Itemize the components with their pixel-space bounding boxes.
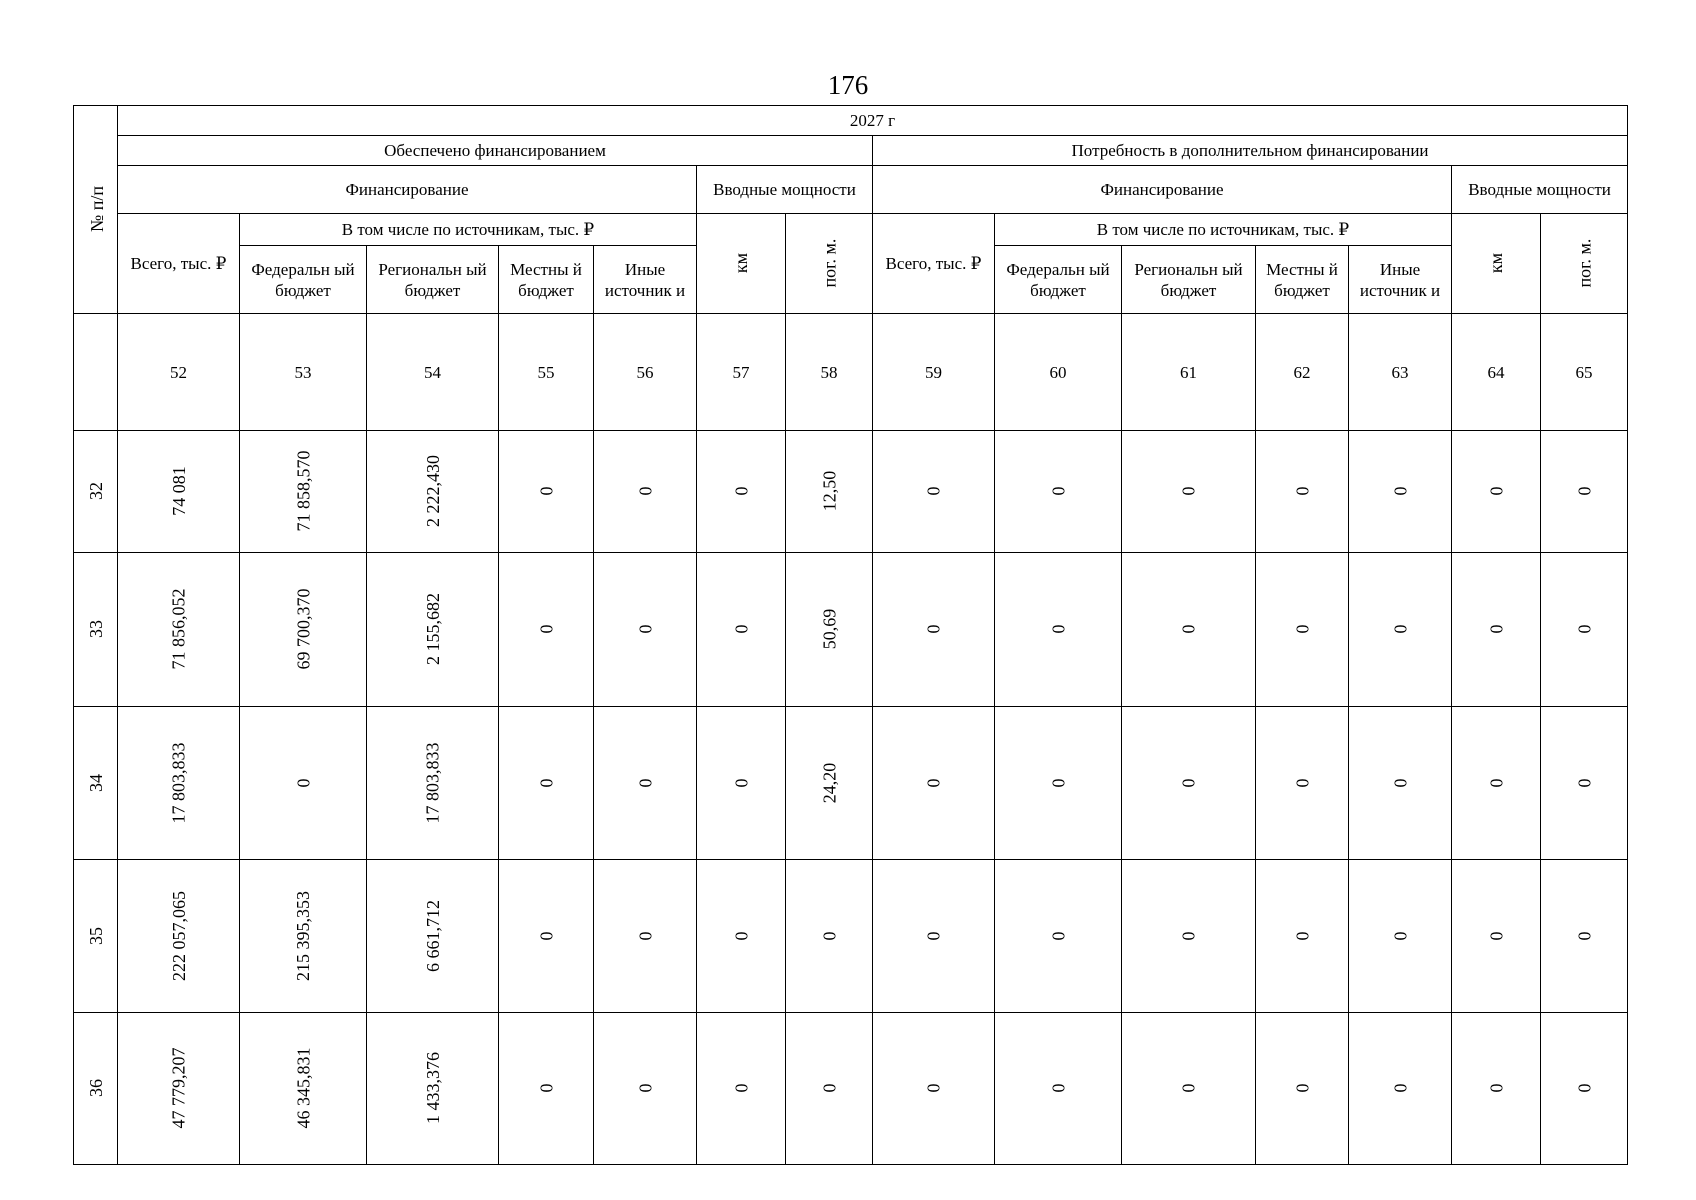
regional-cell	[367, 553, 499, 707]
needed-total-value: 0	[923, 931, 944, 940]
needed-pogm-cell	[1541, 431, 1628, 553]
needed-km-value: 0	[1486, 778, 1506, 787]
row-number-header-text: № п/п	[86, 186, 107, 232]
needed-federal-header: Федеральн ый бюджет	[995, 246, 1122, 314]
other-cell	[594, 1013, 697, 1165]
column-number-row	[74, 314, 1628, 431]
km-value: 0	[731, 486, 751, 496]
column-number: 53	[240, 314, 367, 431]
needed-other-cell	[1349, 553, 1452, 707]
needed-pogm-value: 0	[1574, 1083, 1595, 1093]
secured-financing-header: Финансирование	[118, 166, 697, 214]
needed-other-value: 0	[1390, 931, 1410, 940]
needed-pogm-cell	[1541, 707, 1628, 860]
federal-cell	[240, 707, 367, 860]
km-value: 0	[731, 1083, 751, 1093]
needed-other-cell	[1349, 860, 1452, 1013]
needed-total-cell	[873, 553, 995, 707]
needed-km-value: 0	[1486, 624, 1506, 634]
needed-financing-header: Финансирование	[873, 166, 1452, 214]
needed-local-value: 0	[1292, 931, 1312, 940]
secured-sources-header: В том числе по источникам, тыс. ₽	[240, 214, 697, 246]
needed-regional-cell	[1122, 707, 1256, 860]
total-cell	[118, 707, 240, 860]
other-value: 0	[635, 486, 655, 496]
needed-pogm-value: 0	[1574, 486, 1595, 496]
column-number: 59	[873, 314, 995, 431]
needed-pogm-header	[1541, 214, 1628, 314]
local-value: 0	[536, 1083, 556, 1093]
total-cell	[118, 431, 240, 553]
federal-cell	[240, 553, 367, 707]
needed-federal-cell	[995, 553, 1122, 707]
total-cell	[118, 553, 240, 707]
needed-km-text: км	[1485, 252, 1506, 274]
page-number: 176	[827, 70, 869, 100]
column-number: 64	[1452, 314, 1541, 431]
secured-federal-header: Федеральн ый бюджет	[240, 246, 367, 314]
needed-other-value: 0	[1390, 486, 1410, 496]
row-number-cell	[74, 707, 118, 860]
secured-regional-header: Региональн ый бюджет	[367, 246, 499, 314]
federal-cell	[240, 431, 367, 553]
regional-value: 2 155,682	[422, 593, 443, 665]
needed-other-value: 0	[1390, 1083, 1410, 1093]
financing-table	[73, 105, 1628, 1165]
local-cell	[499, 707, 594, 860]
km-cell	[697, 860, 786, 1013]
column-number: 65	[1541, 314, 1628, 431]
km-value: 0	[731, 778, 751, 787]
secured-pogm-text: пог. м.	[818, 238, 839, 288]
row-number: 33	[85, 620, 106, 638]
regional-cell	[367, 431, 499, 553]
needed-local-cell	[1256, 707, 1349, 860]
needed-other-value: 0	[1390, 624, 1410, 634]
other-cell	[594, 860, 697, 1013]
needed-other-header: Иные источник и	[1349, 246, 1452, 314]
needed-local-value: 0	[1292, 778, 1312, 787]
federal-value: 71 858,570	[293, 450, 313, 532]
federal-cell	[240, 860, 367, 1013]
km-cell	[697, 1013, 786, 1165]
column-number: 61	[1122, 314, 1256, 431]
needed-regional-value: 0	[1178, 931, 1199, 940]
other-cell	[594, 707, 697, 860]
row-number-cell	[74, 553, 118, 707]
needed-total-cell	[873, 1013, 995, 1165]
km-value: 0	[731, 931, 751, 940]
column-number: 62	[1256, 314, 1349, 431]
needed-local-header: Местны й бюджет	[1256, 246, 1349, 314]
needed-pogm-value: 0	[1574, 778, 1595, 787]
regional-value: 17 803,833	[422, 742, 443, 823]
needed-total-cell	[873, 431, 995, 553]
needed-km-cell	[1452, 553, 1541, 707]
secured-group-header: Обеспечено финансированием	[118, 136, 873, 166]
needed-km-cell	[1452, 431, 1541, 553]
needed-capacity-header: Вводные мощности	[1452, 166, 1628, 214]
table-row	[74, 1013, 1628, 1165]
needed-group-header: Потребность в дополнительном финансировании	[873, 136, 1628, 166]
regional-cell	[367, 707, 499, 860]
column-number: 58	[786, 314, 873, 431]
needed-other-cell	[1349, 1013, 1452, 1165]
needed-pogm-cell	[1541, 553, 1628, 707]
needed-local-cell	[1256, 1013, 1349, 1165]
table-row	[74, 431, 1628, 553]
needed-regional-cell	[1122, 431, 1256, 553]
column-number: 57	[697, 314, 786, 431]
needed-km-value: 0	[1486, 486, 1506, 496]
needed-total-value: 0	[923, 1083, 944, 1093]
needed-other-cell	[1349, 707, 1452, 860]
other-value: 0	[635, 624, 655, 634]
local-cell	[499, 553, 594, 707]
needed-total-cell	[873, 860, 995, 1013]
regional-cell	[367, 860, 499, 1013]
row-number: 34	[85, 773, 106, 792]
needed-regional-value: 0	[1178, 778, 1199, 787]
needed-regional-cell	[1122, 1013, 1256, 1165]
federal-cell	[240, 1013, 367, 1165]
pogm-value: 0	[819, 931, 839, 940]
needed-regional-value: 0	[1178, 486, 1199, 496]
row-number-cell	[74, 860, 118, 1013]
km-cell	[697, 553, 786, 707]
needed-km-cell	[1452, 707, 1541, 860]
needed-km-value: 0	[1486, 1083, 1506, 1093]
total-value: 47 779,207	[168, 1047, 189, 1129]
needed-total-value: 0	[923, 778, 944, 787]
federal-value: 215 395,353	[293, 890, 313, 981]
needed-km-cell	[1452, 1013, 1541, 1165]
regional-value: 2 222,430	[422, 455, 443, 527]
year-header: 2027 г	[118, 106, 1628, 136]
column-number: 55	[499, 314, 594, 431]
secured-km-text: км	[730, 252, 751, 274]
pogm-value: 50,69	[819, 608, 839, 650]
pogm-cell	[786, 553, 873, 707]
needed-local-cell	[1256, 860, 1349, 1013]
needed-total-cell	[873, 707, 995, 860]
needed-federal-value: 0	[1048, 778, 1068, 787]
needed-local-cell	[1256, 553, 1349, 707]
column-number: 63	[1349, 314, 1452, 431]
column-number: 60	[995, 314, 1122, 431]
column-number: 54	[367, 314, 499, 431]
needed-km-value: 0	[1486, 931, 1506, 940]
secured-pogm-header	[786, 214, 873, 314]
local-value: 0	[536, 624, 556, 634]
secured-capacity-header: Вводные мощности	[697, 166, 873, 214]
needed-local-value: 0	[1292, 1083, 1312, 1093]
row-number-header	[74, 106, 118, 314]
needed-other-value: 0	[1390, 778, 1410, 787]
other-cell	[594, 431, 697, 553]
total-value: 222 057,065	[168, 890, 189, 981]
needed-pogm-text: пог. м.	[1574, 238, 1595, 288]
total-cell	[118, 1013, 240, 1165]
km-cell	[697, 707, 786, 860]
needed-pogm-value: 0	[1574, 931, 1595, 940]
total-cell	[118, 860, 240, 1013]
secured-total-header: Всего, тыс. ₽	[118, 214, 240, 314]
total-value: 74 081	[168, 466, 189, 516]
needed-km-cell	[1452, 860, 1541, 1013]
row-number: 35	[85, 926, 106, 945]
local-value: 0	[536, 931, 556, 940]
needed-federal-cell	[995, 707, 1122, 860]
federal-value: 46 345,831	[293, 1047, 313, 1129]
pogm-value: 24,20	[819, 762, 839, 803]
local-cell	[499, 431, 594, 553]
pogm-cell	[786, 707, 873, 860]
row-number-cell	[74, 431, 118, 553]
needed-regional-cell	[1122, 860, 1256, 1013]
total-value: 17 803,833	[168, 742, 189, 823]
pogm-value: 0	[819, 1083, 839, 1093]
regional-value: 1 433,376	[422, 1052, 443, 1124]
row-number: 36	[85, 1079, 106, 1097]
needed-local-value: 0	[1292, 624, 1312, 634]
secured-other-header: Иные источник и	[594, 246, 697, 314]
table-row	[74, 860, 1628, 1013]
table-row	[74, 553, 1628, 707]
other-cell	[594, 553, 697, 707]
needed-pogm-cell	[1541, 860, 1628, 1013]
needed-federal-value: 0	[1048, 624, 1068, 634]
total-value: 71 856,052	[168, 588, 189, 670]
pogm-cell	[786, 860, 873, 1013]
other-value: 0	[635, 778, 655, 787]
regional-value: 6 661,712	[422, 899, 443, 972]
federal-value: 0	[293, 778, 313, 787]
pogm-cell	[786, 1013, 873, 1165]
km-value: 0	[731, 624, 751, 634]
row-number-cell	[74, 1013, 118, 1165]
needed-federal-value: 0	[1048, 486, 1068, 496]
needed-local-value: 0	[1292, 486, 1312, 496]
table-row	[74, 707, 1628, 860]
needed-regional-cell	[1122, 553, 1256, 707]
needed-pogm-cell	[1541, 1013, 1628, 1165]
local-value: 0	[536, 778, 556, 787]
needed-total-header: Всего, тыс. ₽	[873, 214, 995, 314]
secured-km-header	[697, 214, 786, 314]
pogm-value: 12,50	[819, 470, 839, 512]
needed-regional-header: Региональн ый бюджет	[1122, 246, 1256, 314]
other-value: 0	[635, 931, 655, 940]
column-number: 56	[594, 314, 697, 431]
local-cell	[499, 1013, 594, 1165]
km-cell	[697, 431, 786, 553]
needed-regional-value: 0	[1178, 1083, 1199, 1093]
local-cell	[499, 860, 594, 1013]
needed-federal-cell	[995, 1013, 1122, 1165]
needed-federal-value: 0	[1048, 1083, 1068, 1093]
needed-federal-cell	[995, 860, 1122, 1013]
needed-sources-header: В том числе по источникам, тыс. ₽	[995, 214, 1452, 246]
local-value: 0	[536, 486, 556, 496]
row-number: 32	[85, 482, 106, 500]
federal-value: 69 700,370	[293, 588, 313, 670]
column-number: 52	[118, 314, 240, 431]
needed-other-cell	[1349, 431, 1452, 553]
regional-cell	[367, 1013, 499, 1165]
column-number-blank	[74, 314, 118, 431]
pogm-cell	[786, 431, 873, 553]
needed-regional-value: 0	[1178, 624, 1199, 634]
needed-federal-cell	[995, 431, 1122, 553]
needed-total-value: 0	[923, 486, 944, 496]
needed-km-header	[1452, 214, 1541, 314]
needed-local-cell	[1256, 431, 1349, 553]
secured-local-header: Местны й бюджет	[499, 246, 594, 314]
other-value: 0	[635, 1083, 655, 1093]
needed-total-value: 0	[923, 624, 944, 634]
needed-pogm-value: 0	[1574, 624, 1595, 634]
needed-federal-value: 0	[1048, 931, 1068, 940]
